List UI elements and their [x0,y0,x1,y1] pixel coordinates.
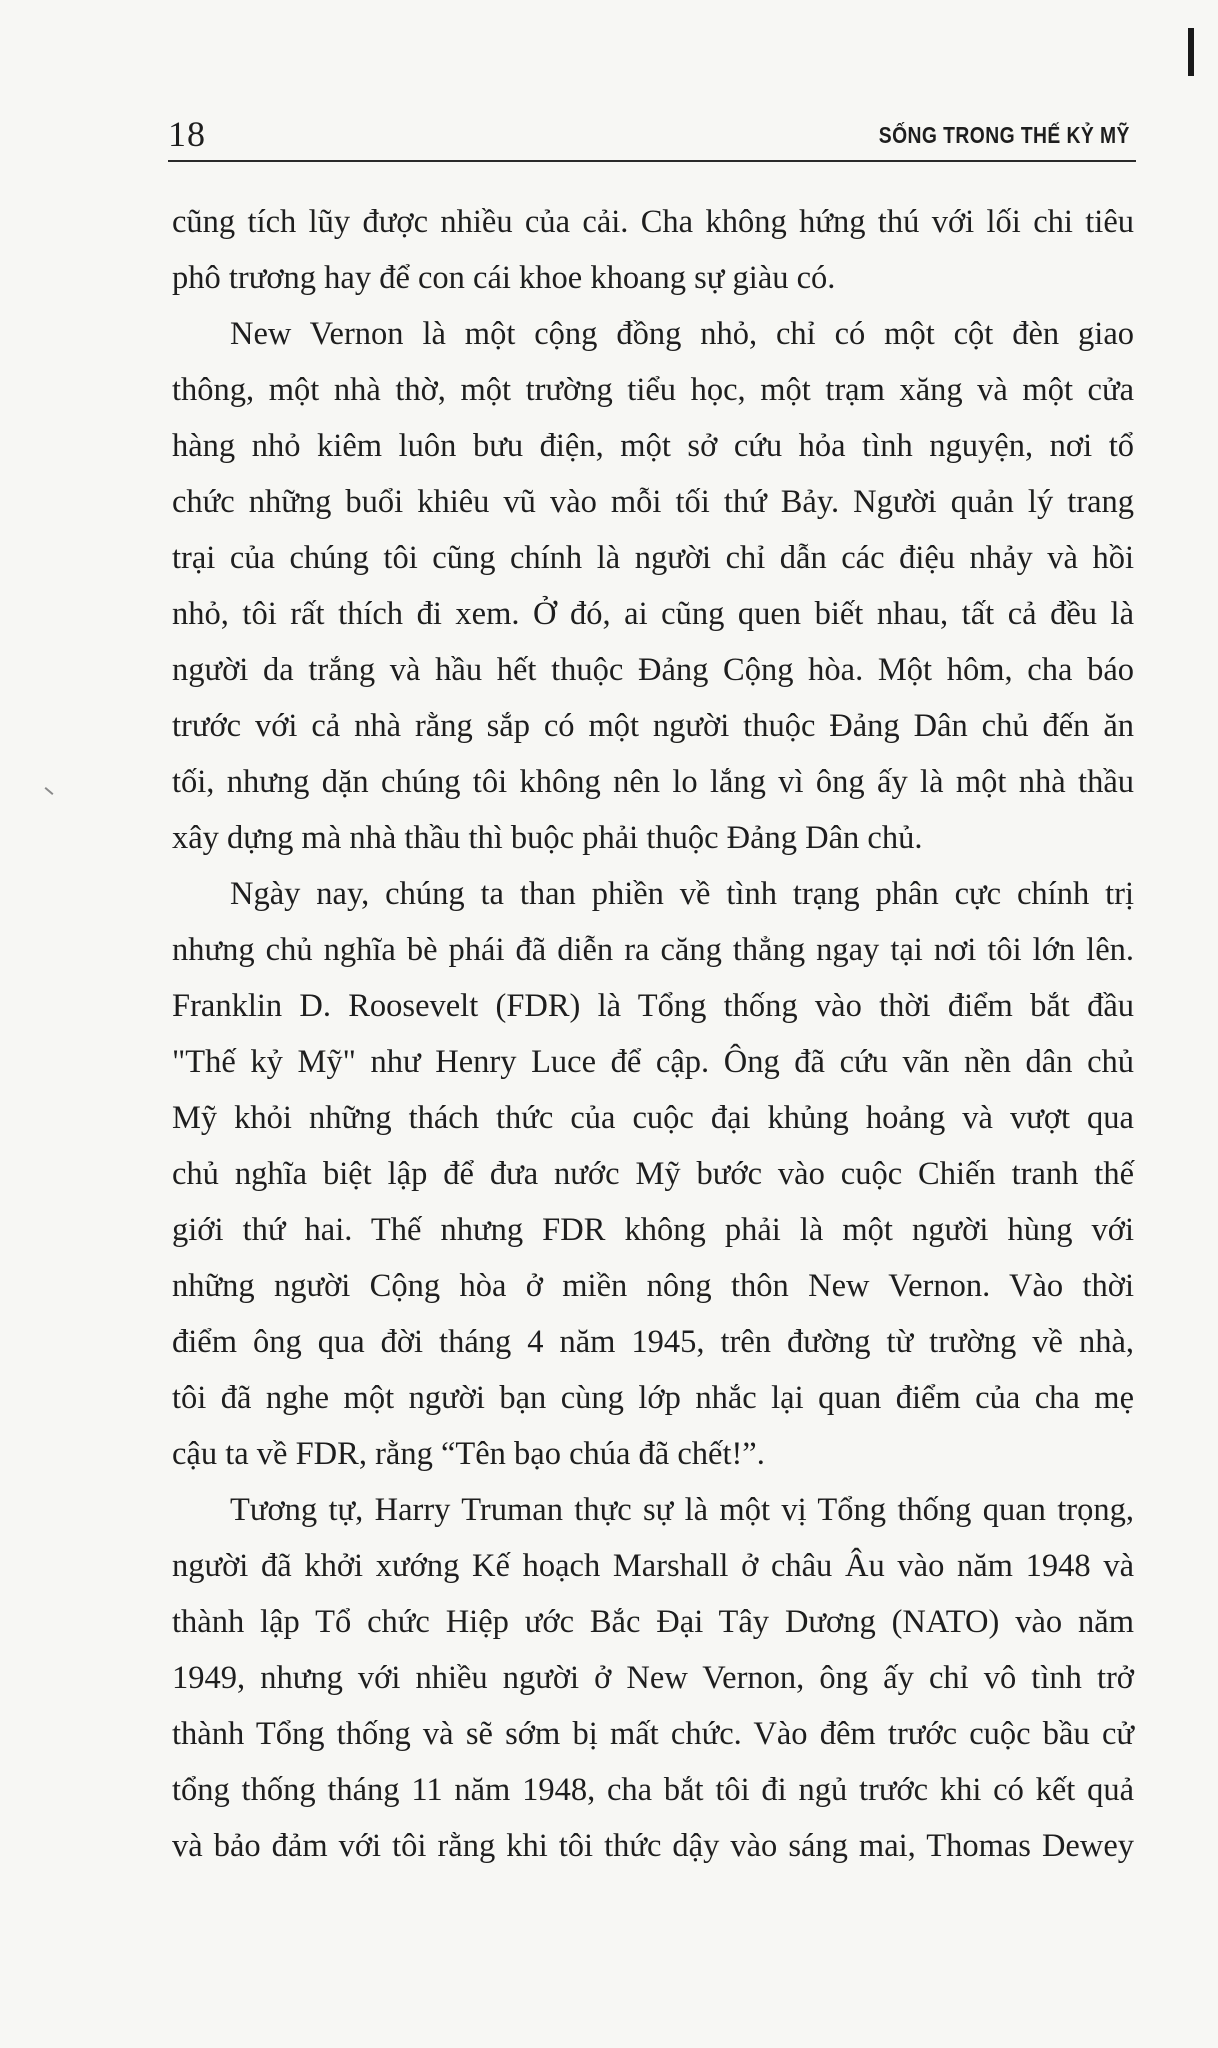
text-line: điểm ông qua đời tháng 4 năm 1945, trên đường từ trường về nhà, [172,1324,1134,1360]
text-line: phô trương hay để con cái khoe khoang sự giàu có. [172,260,836,296]
text-line: tổng thống tháng 11 năm 1948, cha bắt tôi đi ngủ trước khi có kết quả [172,1772,1134,1808]
text-line: 1949, nhưng với nhiều người ở New Vernon, ông ấy chỉ vô tình trở [172,1660,1134,1696]
text-line: tối, nhưng dặn chúng tôi không nên lo lắng vì ông ấy là một nhà thầu [172,764,1134,800]
text-line: "Thế kỷ Mỹ" như Henry Luce để cập. Ông đã cứu vãn nền dân chủ [172,1044,1134,1080]
scan-mark [45,787,54,795]
text-line: Ngày nay, chúng ta than phiền về tình trạng phân cực chính trị [230,876,1134,912]
text-line: nhưng chủ nghĩa bè phái đã diễn ra căng thẳng ngay tại nơi tôi lớn lên. [172,932,1134,968]
text-line: New Vernon là một cộng đồng nhỏ, chỉ có một cột đèn giao [230,316,1134,352]
text-line: thành Tổng thống và sẽ sớm bị mất chức. Vào đêm trước cuộc bầu cử [172,1716,1134,1752]
text-line: Franklin D. Roosevelt (FDR) là Tổng thống vào thời điểm bắt đầu [172,988,1134,1024]
text-line: trước với cả nhà rằng sắp có một người thuộc Đảng Dân chủ đến ăn [172,708,1134,744]
text-line: và bảo đảm với tôi rằng khi tôi thức dậy vào sáng mai, Thomas Dewey [172,1828,1134,1864]
header-rule [168,160,1136,162]
text-line: những người Cộng hòa ở miền nông thôn New Vernon. Vào thời [172,1268,1134,1304]
page-edge-mark [1188,28,1194,76]
text-line: nhỏ, tôi rất thích đi xem. Ở đó, ai cũng quen biết nhau, tất cả đều là [172,596,1134,632]
page-number: 18 [168,114,206,154]
text-line: Mỹ khỏi những thách thức của cuộc đại khủng hoảng và vượt qua [172,1100,1134,1136]
body-text [172,194,1134,1874]
text-line: giới thứ hai. Thế nhưng FDR không phải là một người hùng với [172,1212,1134,1248]
text-line: xây dựng mà nhà thầu thì buộc phải thuộc Đảng Dân chủ. [172,820,923,856]
text-line: trại của chúng tôi cũng chính là người chỉ dẫn các điệu nhảy và hồi [172,540,1134,576]
text-line: thành lập Tổ chức Hiệp ước Bắc Đại Tây Dương (NATO) vào năm [172,1604,1134,1640]
running-title: SỐNG TRONG THẾ KỶ MỸ [879,122,1130,148]
text-line: cậu ta về FDR, rằng “Tên bạo chúa đã chết!”. [172,1436,765,1472]
text-line: cũng tích lũy được nhiều của cải. Cha không hứng thú với lối chi tiêu [172,204,1134,240]
text-line: tôi đã nghe một người bạn cùng lớp nhắc lại quan điểm của cha mẹ [172,1380,1134,1416]
page-header [168,110,1136,166]
text-line: thông, một nhà thờ, một trường tiểu học, một trạm xăng và một cửa [172,372,1134,408]
text-line: hàng nhỏ kiêm luôn bưu điện, một sở cứu hỏa tình nguyện, nơi tổ [172,428,1134,464]
text-line: người đã khởi xướng Kế hoạch Marshall ở châu Âu vào năm 1948 và [172,1548,1134,1584]
text-line: chủ nghĩa biệt lập để đưa nước Mỹ bước vào cuộc Chiến tranh thế [172,1156,1134,1192]
text-line: Tương tự, Harry Truman thực sự là một vị Tổng thống quan trọng, [230,1492,1134,1528]
text-line: chức những buổi khiêu vũ vào mỗi tối thứ Bảy. Người quản lý trang [172,484,1134,520]
text-line: người da trắng và hầu hết thuộc Đảng Cộng hòa. Một hôm, cha báo [172,652,1134,688]
